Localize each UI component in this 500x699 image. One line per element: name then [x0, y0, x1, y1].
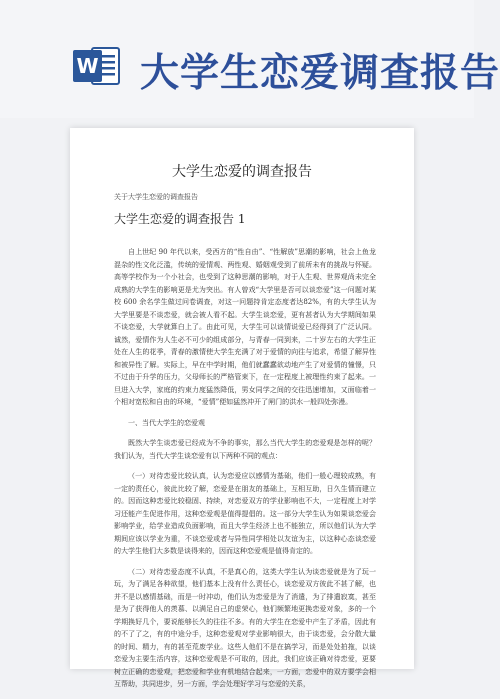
document-body [114, 246, 376, 699]
document-section-title: 大学生恋爱的调查报告 1 [114, 212, 246, 226]
word-logo-letter: W [76, 54, 99, 78]
section-heading: 一、当代大学生的恋爱观 [128, 418, 205, 427]
body-paragraph: （二）对待恋爱态度不认真，不是真心的，这类大学生认为谈恋爱就是为了玩一玩，为了满足各种欲望，他们基本上没有什么责任心，谈恋爱双方彼此不甚了解，也并不是以感情基础，而是一时冲动，他们认为恋爱是为了消遣，为了排遣寂寞，甚至是为了获得他人的羡慕、以满足自己的虚荣心，他们频繁地更换恋爱对象，多的一个学期换好几个，要说能够长久的往往不多。有的大学生在恋爱中产生了矛盾，因此有的不了了之，有的中途分手，这种恋爱观对学业影响很大，由于谈恋爱，会分散大量的时间、精力，有的甚至荒废学业。这些人他们不是在搞学习，而是处处拍拖，以谈恋爱为主要生活内容，这种恋爱观是不可取的，因此，我们应该正确对待恋爱，更要树立正确的恋爱观，把恋爱和学业有机地结合起来，一方面，恋爱中的双方要学会相互帮助，共同进步，另一方面，学会处理好学习与恋爱的关系， [114, 567, 376, 688]
document-title: 大学生恋爱的调查报告 [172, 164, 312, 180]
banner-title: 大学生恋爱调查报告 [140, 51, 500, 96]
document-subtitle: 关于大学生恋爱的调查报告 [114, 193, 198, 201]
body-paragraph: 既然大学生谈恋爱已经成为不争的事实，那么当代大学生的恋爱观是怎样的呢？我们认为，当代大学生谈恋爱有以下两种不同的观点： [114, 439, 376, 460]
banner [0, 0, 500, 118]
document-page [70, 128, 414, 688]
body-paragraph: 自上世纪 90 年代以来，受西方的“性自由”、“性解放”思潮的影响，社会上鱼龙混杂的性文化泛滥，传统的爱情观、两性观、婚姻观受到了前所未有的挑战与怀疑。高等学校作为一个小社会，也受到了这种思潮的影响，对于人生观、世界观尚未完全成熟的大学生的影响更是尤为突出。有人曾戏“大学里是否可以谈恋爱”这一问题对某校 600 余名学生做过问卷调查，对这一问题持肯定态度者达82%，有的大学生认为大学里要是不谈恋爱，就会被人看不起。大学生谈恋爱，更有甚者认为大学期间如果不谈恋爱，大学就算白上了。由此可见，大学生可以谈情说爱已经得到了广泛认同。诚然，爱情作为人生必不可少的组成部分，与青春一同到来，二十岁左右的大学生正处在人生的花季，青春的激情使大学生充满了对于爱情的向往与追求，希望了解异性和被异性了解。实际上，早在中学时期，他们就蠢蠢欲动地产生了对爱情的憧憬，只不过由于升学的压力，父母师长的严格管束下，在一定程度上被理性约束了起来。一旦进入大学，家庭的约束力度猛然降低，男女同学之间的交往迅速增加，又面临着一个相对宽松和自由的环境，“爱情”便如猛然冲开了闸门的洪水一般四处弥漫。 [114, 248, 376, 406]
word-logo-icon [72, 44, 120, 88]
body-paragraph: （一）对待恋爱比较认真，认为恋爱应以感情为基础，他们一般心理较成熟，有一定的责任心，彼此比较了解，恋爱是在朋友的基础上，互相互助，日久生情而建立的。因而这种恋爱比较稳固、持续，对恋爱双方的学业影响也不大，一定程度上对学习还能产生促进作用，这种恋爱观是值得提倡的。这一部分大学生认为如果谈恋爱会影响学业，给学业造成负面影响，而且大学生经济上也不能独立，所以他们认为大学期间应该以学业为重，不谈恋爱或者与异性同学相处以友谊为主，以这种心态谈恋爱的大学生他们大多数是谈得来的，因而这种恋爱观是值得肯定的。 [114, 472, 376, 555]
